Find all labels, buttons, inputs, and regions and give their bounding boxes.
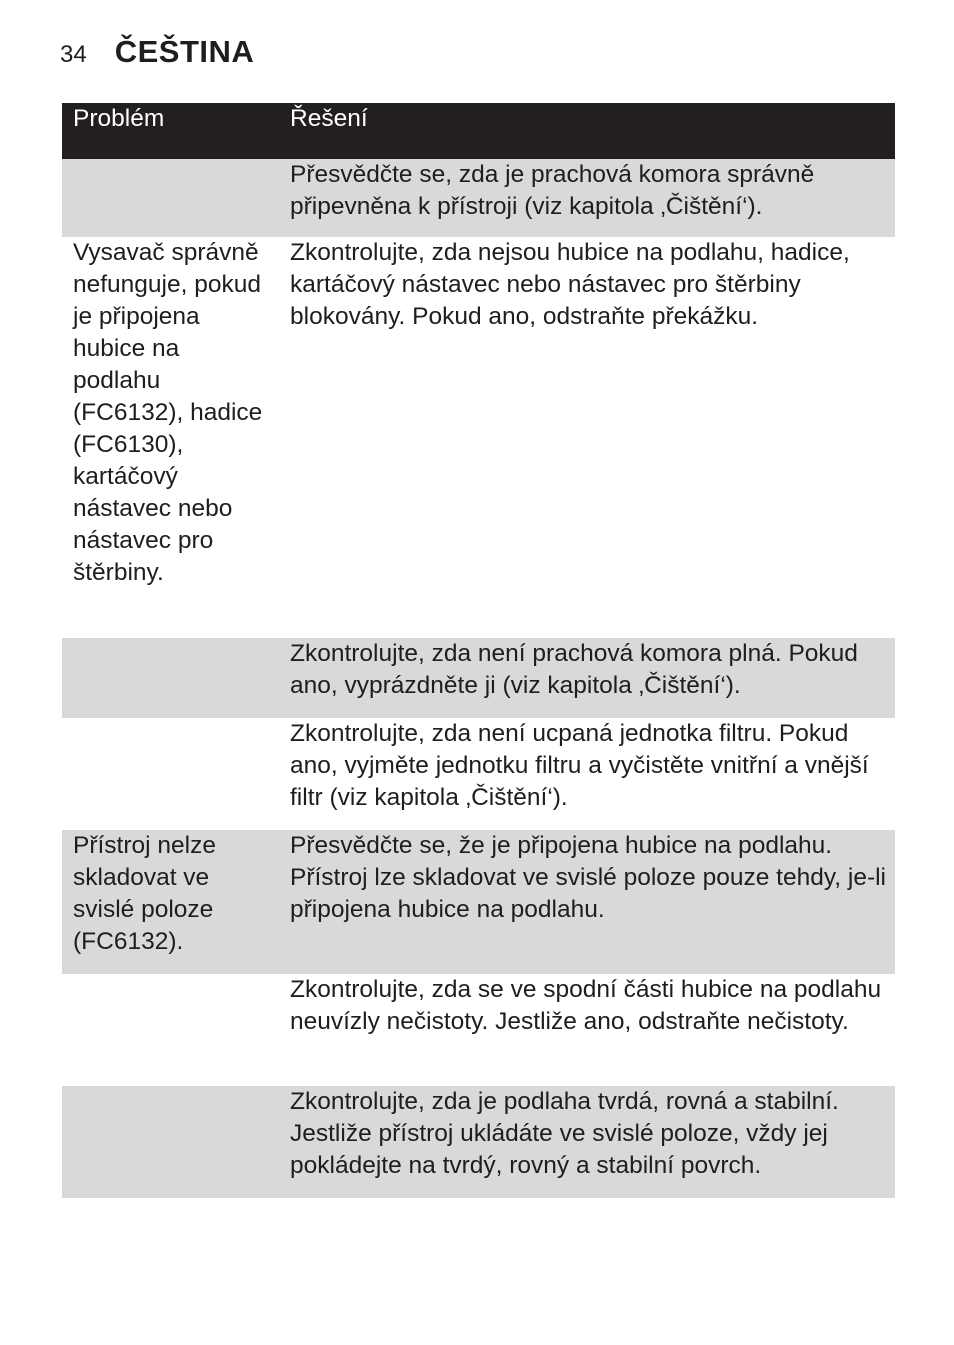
table-row xyxy=(62,830,895,974)
page-header xyxy=(60,34,254,70)
solution-cell: Zkontrolujte, zda je podlaha tvrdá, rovná a stabilní. Jestliže přístroj ukládáte ve svislé poloze, vždy jej pokládejte na tvrdý, rovný a stabilní povrch. xyxy=(279,1086,895,1198)
problem-cell xyxy=(62,638,279,718)
column-header-solution: Řešení xyxy=(279,103,895,159)
table-row xyxy=(62,1086,895,1198)
table-row xyxy=(62,237,895,638)
solution-cell: Přesvědčte se, že je připojena hubice na podlahu. Přístroj lze skladovat ve svislé poloze pouze tehdy, je-li připojena hubice na podlahu. xyxy=(279,830,895,974)
table-row xyxy=(62,974,895,1086)
problem-cell: Vysavač správně nefunguje, pokud je připojena hubice na podlahu (FC6132), hadice (FC6130), kartáčový nástavec nebo nástavec pro štěrbiny. xyxy=(73,239,263,586)
solution-cell: Přesvědčte se, zda je prachová komora správně připevněna k přístroji (viz kapitola ‚Čištění‘). xyxy=(279,159,895,237)
problem-cell xyxy=(62,159,279,237)
solution-cell: Zkontrolujte, zda se ve spodní části hubice na podlahu neuvízly nečistoty. Jestliže ano, odstraňte nečistoty. xyxy=(290,976,882,1035)
problem-cell xyxy=(62,1086,279,1198)
table-header-row xyxy=(62,103,895,159)
problem-cell: Přístroj nelze skladovat ve svislé poloze (FC6132). xyxy=(62,830,279,974)
problem-cell xyxy=(62,974,279,1086)
table-row xyxy=(62,638,895,718)
solution-cell: Zkontrolujte, zda nejsou hubice na podlahu, hadice, kartáčový nástavec nebo nástavec pro štěrbiny blokovány. Pokud ano, odstraňte překážku. xyxy=(290,239,850,330)
problem-cell xyxy=(62,718,279,830)
section-title: ČEŠTINA xyxy=(114,34,255,69)
page-number: 34 xyxy=(60,41,87,68)
table-row xyxy=(62,159,895,237)
troubleshooting-table xyxy=(62,103,895,1198)
column-header-problem: Problém xyxy=(62,103,279,159)
solution-cell: Zkontrolujte, zda není prachová komora plná. Pokud ano, vyprázdněte ji (viz kapitola ‚Čištění‘). xyxy=(279,638,895,718)
solution-cell: Zkontrolujte, zda není ucpaná jednotka filtru. Pokud ano, vyjměte jednotku filtru a vyčistěte vnitřní a vnější filtr (viz kapitola ‚Čištění‘). xyxy=(290,720,869,811)
table-row xyxy=(62,718,895,830)
